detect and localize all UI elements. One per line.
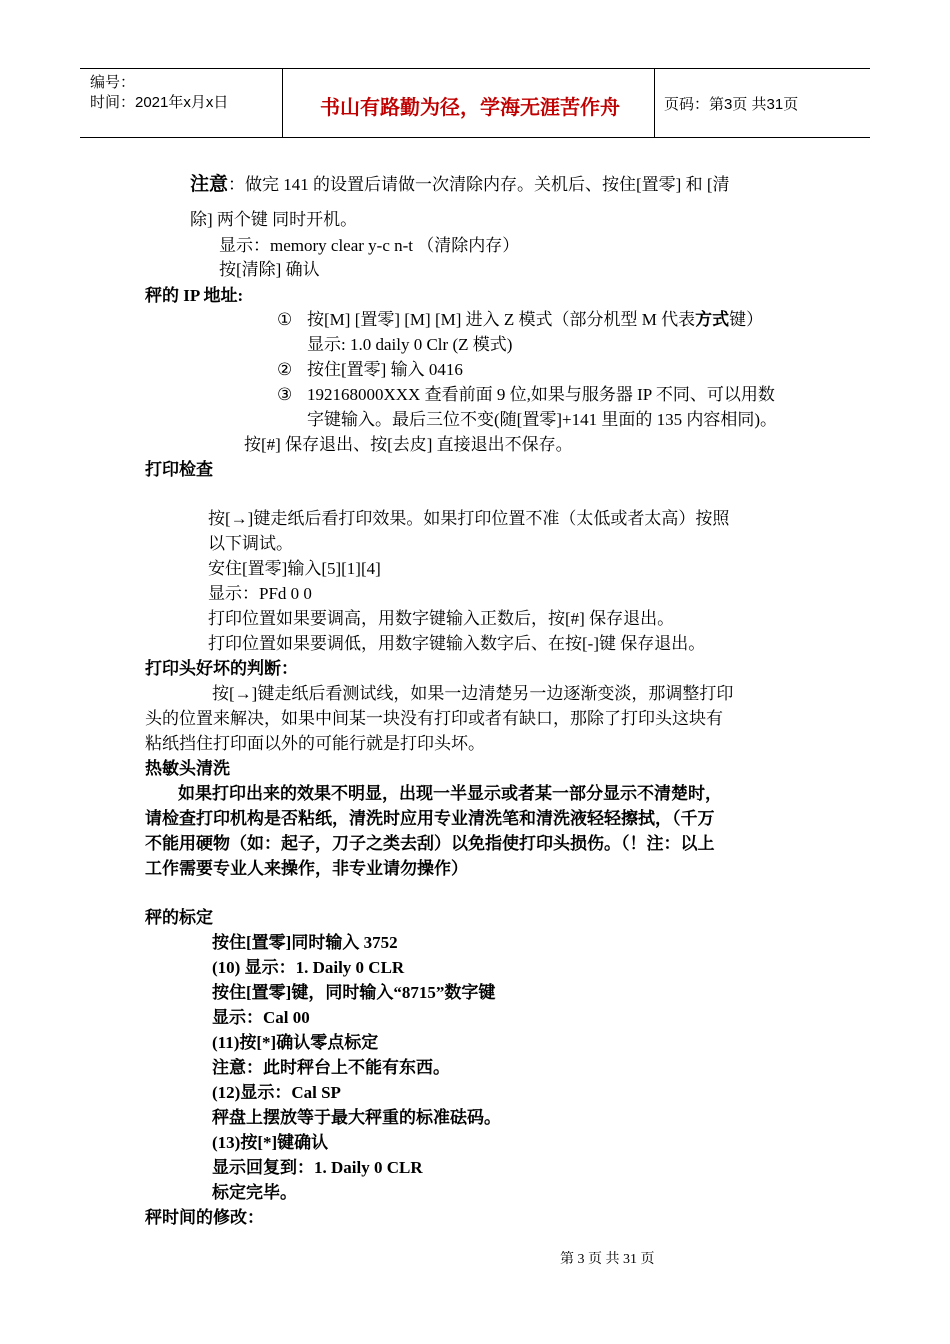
head-judge-heading: 打印头好坏的判断：	[145, 659, 298, 678]
head-clean-line: 请检查打印机构是否粘纸，清洗时应用专业清洗笔和清洗液轻轻擦拭，（千万	[145, 809, 715, 828]
print-check-line: 打印位置如果要调高，用数字键输入正数后，按[#] 保存退出。	[208, 609, 675, 628]
head-judge-line: 头的位置来解决，如果中间某一块没有打印或者有缺口，那除了打印头这块有	[145, 709, 723, 728]
header-number: 编号：	[90, 74, 136, 91]
calibration-step: (10) 显示：1. Daily 0 CLR	[212, 958, 405, 977]
calibration-heading: 秤的标定	[145, 908, 213, 927]
head-clean-line: 不能用硬物（如：起子，刀子之类去刮）以免指使打印头损伤。（！注：以上	[145, 834, 715, 853]
header-meta	[90, 73, 228, 113]
print-check-line: 以下调试。	[208, 534, 293, 553]
note-line-1	[190, 172, 730, 197]
ip-step-1-bold: 方式	[695, 310, 730, 329]
ip-heading: 秤的 IP 地址:	[145, 286, 244, 305]
ip-marker-2: ②	[277, 360, 293, 379]
calibration-step: 按住[置零]同时输入 3752	[212, 933, 398, 952]
note-line-2: 除] 两个键 同时开机。	[190, 210, 358, 229]
ip-step-1-display: 显示: 1.0 daily 0 Clr (Z 模式)	[307, 335, 513, 354]
header-motto: 书山有路勤为径，学海无涯苦作舟	[320, 95, 620, 119]
note-title: 注意	[190, 173, 229, 195]
print-check-heading: 打印检查	[145, 460, 213, 479]
calibration-step: 标定完毕。	[212, 1183, 297, 1202]
document-header	[80, 68, 870, 138]
calibration-step: (13)按[*]键确认	[212, 1133, 329, 1152]
note-text-1: ：做完 141 的设置后请做一次清除内存。关机后、按住[置零] 和 [清	[228, 175, 730, 194]
print-check-line: 显示：PFd 0 0	[208, 584, 312, 603]
ip-step-1	[307, 308, 763, 332]
calibration-step: 显示：Cal 00	[212, 1008, 310, 1027]
head-clean-line: 工作需要专业人来操作，非专业请勿操作）	[145, 859, 468, 878]
ip-marker-3: ③	[277, 385, 293, 404]
calibration-step: 注意：此时秤台上不能有东西。	[212, 1058, 450, 1077]
calibration-step: (11)按[*]确认零点标定	[212, 1033, 379, 1052]
ip-save-note: 按[#] 保存退出、按[去皮] 直接退出不保存。	[244, 435, 573, 454]
footer-page: 第 3 页 共 31 页	[560, 1252, 655, 1267]
note-confirm: 按[清除] 确认	[219, 260, 320, 279]
head-judge-line: 粘纸挡住打印面以外的可能行就是打印头坏。	[145, 734, 485, 753]
time-edit-heading: 秤时间的修改：	[145, 1208, 264, 1227]
header-time: 时间：2021年x月x日	[90, 94, 229, 111]
header-page-number: 页码：第3页 共31页	[664, 96, 799, 113]
calibration-step: 显示回复到：1. Daily 0 CLR	[212, 1158, 423, 1177]
ip-step-3-cont: 字键输入。最后三位不变(随[置零]+141 里面的 135 内容相同)。	[307, 410, 777, 429]
ip-marker-1: ①	[277, 310, 293, 329]
print-check-line: 按[→]键走纸后看打印效果。如果打印位置不准（太低或者太高）按照	[208, 509, 730, 528]
ip-step-1-text: 按[M] [置零] [M] [M] 进入 Z 模式（部分机型 M 代表	[307, 310, 696, 329]
head-clean-heading: 热敏头清洗	[145, 759, 230, 778]
print-check-line: 打印位置如果要调低，用数字键输入数字后、在按[-]键 保存退出。	[208, 634, 706, 653]
calibration-step: (12)显示：Cal SP	[212, 1083, 341, 1102]
header-divider	[282, 69, 283, 137]
ip-step-1-tail: 键）	[729, 310, 764, 329]
ip-step-3: 192168000XXX 查看前面 9 位,如果与服务器 IP 不同、可以用数	[307, 385, 775, 404]
calibration-step: 按住[置零]键，同时输入“8715”数字键	[212, 983, 496, 1002]
ip-step-2: 按住[置零] 输入 0416	[307, 360, 463, 379]
print-check-line: 安住[置零]输入[5][1][4]	[208, 559, 381, 578]
head-judge-line: 按[→]键走纸后看测试线，如果一边清楚另一边逐渐变淡，那调整打印	[212, 684, 734, 703]
calibration-step: 秤盘上摆放等于最大秤重的标准砝码。	[212, 1108, 501, 1127]
head-clean-line: 如果打印出来的效果不明显，出现一半显示或者某一部分显示不清楚时，	[178, 784, 722, 803]
note-display: 显示：memory clear y-c n-t （清除内存）	[219, 236, 520, 255]
